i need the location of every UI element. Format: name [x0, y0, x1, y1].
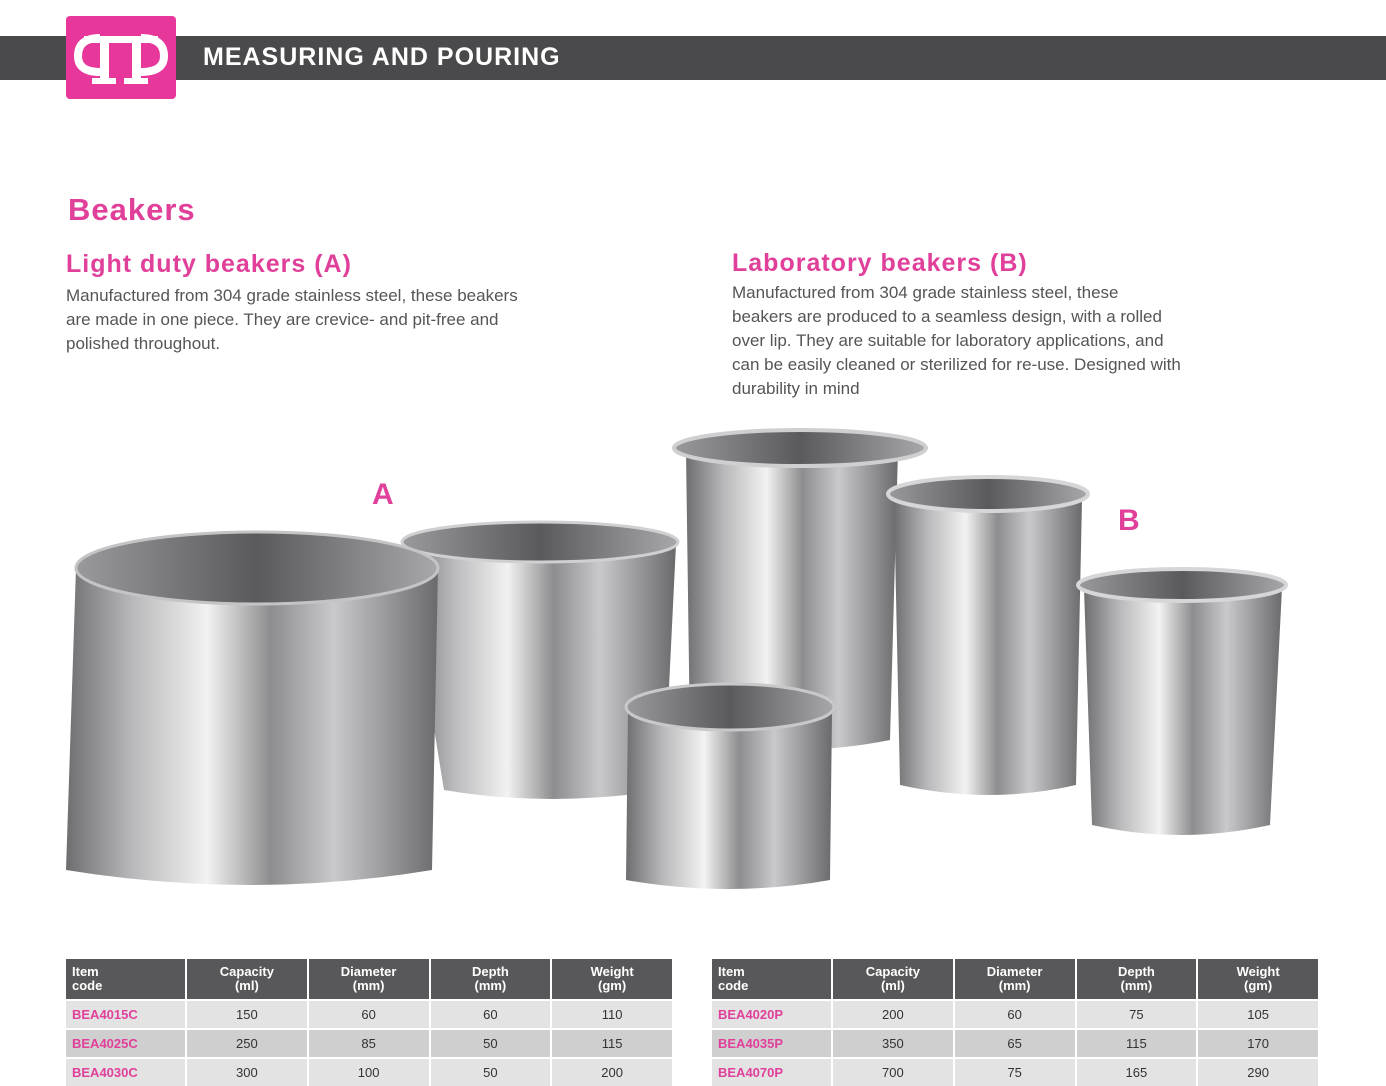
item-code-cell: BEA4035P: [712, 1029, 832, 1058]
item-code-cell: BEA4070P: [712, 1058, 832, 1086]
header-title: MEASURING AND POURING: [203, 43, 561, 71]
weight-cell: 200: [551, 1058, 673, 1086]
col-header-diameter: Diameter (mm): [954, 959, 1076, 1000]
diameter-cell: 75: [954, 1058, 1076, 1086]
medium-beaker: [888, 477, 1088, 795]
diameter-cell: 65: [954, 1029, 1076, 1058]
col-header-depth: Depth (mm): [1076, 959, 1198, 1000]
weight-cell: 170: [1197, 1029, 1319, 1058]
item-code-cell: BEA4020P: [712, 1000, 832, 1029]
description-line: can be easily cleaned or sterilized for re-use. Designed with: [732, 355, 1181, 374]
spec-table-b: [712, 959, 1320, 1086]
col-header-capacity: Capacity (ml): [186, 959, 308, 1000]
col-header-diameter: Diameter (mm): [308, 959, 430, 1000]
capacity-cell: 350: [832, 1029, 954, 1058]
weight-cell: 290: [1197, 1058, 1319, 1086]
diameter-cell: 100: [308, 1058, 430, 1086]
light-duty-beaker-large: [66, 532, 438, 885]
weight-cell: 115: [551, 1029, 673, 1058]
table-header-row: [66, 959, 673, 1000]
table-header-row: [712, 959, 1319, 1000]
capacity-cell: 150: [186, 1000, 308, 1029]
section-title: Beakers: [68, 192, 196, 227]
table-row: [712, 1058, 1319, 1086]
weight-cell: 110: [551, 1000, 673, 1029]
description-line: durability in mind: [732, 379, 860, 398]
description-line: polished throughout.: [66, 334, 221, 353]
laboratory-title: Laboratory beakers (B): [732, 249, 1028, 277]
col-header-weight: Weight (gm): [1197, 959, 1319, 1000]
item-code-cell: BEA4025C: [66, 1029, 186, 1058]
description-line: Manufactured from 304 grade stainless steel, these beakers: [66, 286, 518, 305]
table-row: [66, 1029, 673, 1058]
description-line: over lip. They are suitable for laboratory applications, and: [732, 331, 1164, 350]
spec-table-a: [66, 959, 674, 1086]
description-line: Manufactured from 304 grade stainless steel, these: [732, 283, 1119, 302]
depth-cell: 165: [1076, 1058, 1198, 1086]
table-row: [712, 1000, 1319, 1029]
depth-cell: 60: [430, 1000, 552, 1029]
brand-logo: [66, 16, 176, 99]
small-lab-beaker: [1078, 569, 1286, 835]
marker-a: A: [372, 478, 394, 511]
light-duty-description: [66, 284, 686, 356]
col-header-item-code: Item code: [712, 959, 832, 1000]
item-code-cell: BEA4030C: [66, 1058, 186, 1086]
diameter-cell: 60: [308, 1000, 430, 1029]
capacity-cell: 300: [186, 1058, 308, 1086]
laboratory-description: [732, 281, 1332, 401]
diameter-cell: 85: [308, 1029, 430, 1058]
description-line: are made in one piece. They are crevice- and pit-free and: [66, 310, 499, 329]
col-header-capacity: Capacity (ml): [832, 959, 954, 1000]
capacity-cell: 200: [832, 1000, 954, 1029]
diameter-cell: 60: [954, 1000, 1076, 1029]
col-header-weight: Weight (gm): [551, 959, 673, 1000]
depth-cell: 75: [1076, 1000, 1198, 1029]
description-line: beakers are produced to a seamless design, with a rolled: [732, 307, 1162, 326]
table-row: [66, 1000, 673, 1029]
col-header-depth: Depth (mm): [430, 959, 552, 1000]
depth-cell: 50: [430, 1058, 552, 1086]
table-row: [66, 1058, 673, 1086]
capacity-cell: 250: [186, 1029, 308, 1058]
depth-cell: 115: [1076, 1029, 1198, 1058]
beakers-photo: [60, 420, 1320, 910]
capacity-cell: 700: [832, 1058, 954, 1086]
marker-b: B: [1118, 504, 1140, 537]
item-code-cell: BEA4015C: [66, 1000, 186, 1029]
light-duty-beaker-small: [626, 684, 834, 889]
depth-cell: 50: [430, 1029, 552, 1058]
col-header-item-code: Item code: [66, 959, 186, 1000]
table-row: [712, 1029, 1319, 1058]
light-duty-title: Light duty beakers (A): [66, 250, 352, 278]
logo-mark-icon: [66, 16, 176, 99]
weight-cell: 105: [1197, 1000, 1319, 1029]
